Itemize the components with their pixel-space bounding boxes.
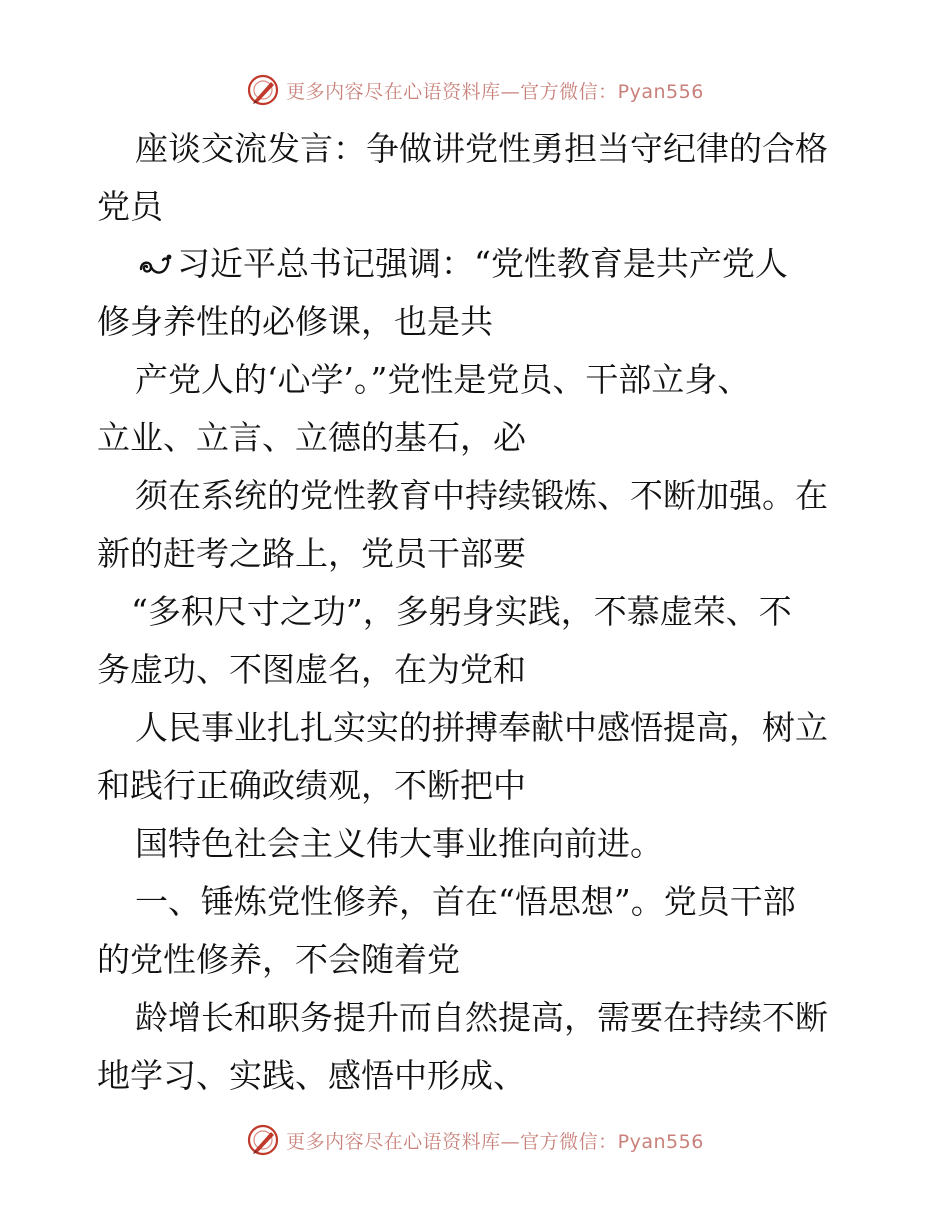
- section-heading-line: 一、锤炼党性修养，首在“悟思想”。党员干部: [135, 882, 796, 921]
- paragraph-line: 新的赶考之路上，党员干部要: [97, 534, 526, 573]
- pen-logo-icon: [246, 73, 280, 107]
- flower-ornament-icon: [135, 251, 175, 281]
- paragraph-line: [135, 235, 788, 293]
- footer-watermark: [0, 1120, 950, 1160]
- pen-logo-icon: [246, 1123, 280, 1157]
- watermark-dash: —: [500, 1130, 521, 1153]
- paragraph-line: 产党人的‘心学’。”党性是党员、干部立身、: [135, 360, 751, 399]
- paragraph-line: 务虚功、不图虚名，在为党和: [97, 650, 526, 689]
- paragraph-line: 的党性修养，不会随着党: [97, 940, 460, 979]
- watermark-contact: 官方微信：Pyan556: [520, 1130, 704, 1153]
- paragraph-line: 和践行正确政绩观，不断把中: [97, 766, 526, 805]
- paragraph-line: 龄增长和职务提升而自然提高，需要在持续不断: [135, 998, 828, 1037]
- watermark-title: 更多内容尽在心语资料库: [286, 1130, 501, 1153]
- paragraph-line: 修身养性的必修课，也是共: [97, 302, 493, 341]
- doc-title-line-2: 党员: [97, 187, 163, 226]
- paragraph-line: 须在系统的党性教育中持续锻炼、不断加强。在: [135, 476, 828, 515]
- paragraph-line: 人民事业扎扎实实的拼搏奉献中感悟提高，树立: [135, 708, 828, 747]
- paragraph-line: 国特色社会主义伟大事业推向前进。: [135, 824, 663, 863]
- watermark-dash: —: [500, 80, 521, 103]
- doc-title-line-1: 座谈交流发言：争做讲党性勇担当守纪律的合格: [135, 129, 828, 168]
- watermark-title: 更多内容尽在心语资料库: [286, 80, 501, 103]
- paragraph-line: 立业、立言、立德的基石，必: [97, 418, 526, 457]
- watermark-text: [286, 77, 704, 104]
- paragraph-text: 习近平总书记强调：“党性教育是共产党人: [177, 244, 788, 283]
- paragraph-line: 地学习、实践、感悟中形成、: [97, 1056, 526, 1095]
- paragraph-line: “多积尺寸之功”，多躬身实践，不慕虚荣、不: [131, 592, 792, 631]
- watermark-text: [286, 1127, 704, 1154]
- header-watermark: [0, 70, 950, 110]
- watermark-contact: 官方微信：Pyan556: [520, 80, 704, 103]
